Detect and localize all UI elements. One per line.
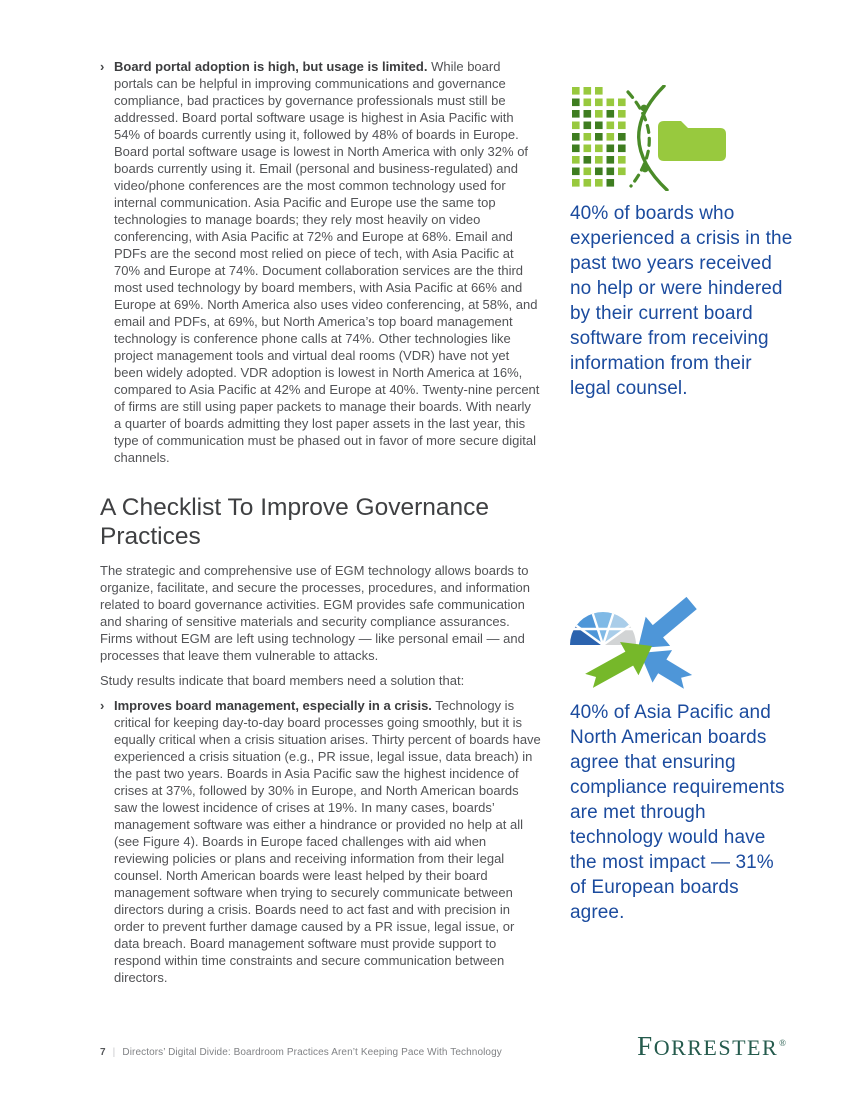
globe-arrows-icon: [570, 596, 698, 690]
callout-crisis: [570, 85, 794, 401]
page-footer: [100, 1033, 786, 1060]
forrester-logo: [637, 1033, 786, 1060]
bullet-improves-board-management: [100, 697, 541, 986]
bullet-board-portal: [100, 58, 541, 466]
section-heading: A Checklist To Improve Governance Practices: [100, 494, 490, 550]
bullet-marker: ›: [100, 698, 105, 713]
footer-separator: |: [112, 1047, 116, 1058]
bullet-board-portal-text: [114, 58, 541, 466]
page-number: 7: [100, 1047, 106, 1058]
registered-trademark-symbol: ®: [779, 1038, 786, 1048]
bullet-marker: ›: [100, 59, 105, 74]
forrester-logo-wordmark: FORRESTER: [637, 1031, 779, 1061]
bullet-improves-text: [114, 697, 541, 986]
callout-compliance: [570, 596, 794, 925]
data-grid-folder-icon: [570, 85, 728, 191]
main-text-column: [100, 58, 541, 994]
pullquote-crisis: 40% of boards who experienced a crisis in the past two years received no help or were hindered by their current board software from receiving information from their legal counsel.: [570, 203, 793, 399]
intro-paragraph: The strategic and comprehensive use of EGM technology allows boards to organize, facilitate, and secure the processes, procedures, and information related to board governance activities. EGM provides safe communication and sharing of sensitive materials and security compliance assurances. Firms without EGM are left using technology — like personal email — and processes that leave them vulnerable to attacks.: [100, 563, 530, 663]
bullet-body-text: Technology is critical for keeping day-to-day board processes going smoothly, but it is equally critical when a crisis situation arises. Thirty percent of boards have experienced a crisis situation (e.g., PR issue, legal issue, data breach) in the past two years. Boards in Asia Pacific saw the highest incidence of crises at 37%, followed by 30% in Europe, and North American boards saw the lowest incidence of crises at 19%. In many cases, boards’ management software was either a hindrance or provided no help at all (see Figure 4). Boards in Europe faced challenges with aid when reviewing policies or plans and receiving information from their legal counsel. North American boards were least helped by their board management software when trying to securely communicate between directors during a crisis. Boards need to act fast and with precision in order to prevent further damage caused by a PR issue, legal issue, or data breach. Board management software must provide support to respond within time constraints and secure communication between directors.: [114, 698, 541, 985]
bullet-lead-text: Improves board management, especially in a crisis.: [114, 698, 432, 713]
bullet-lead-text: Board portal adoption is high, but usage is limited.: [114, 59, 428, 74]
study-results-line: Study results indicate that board members need a solution that:: [100, 673, 465, 688]
pullquote-compliance: 40% of Asia Pacific and North American boards agree that ensuring compliance requirements are met through technology would have the most impact — 31% of European boards agree.: [570, 702, 785, 923]
bullet-body-text: While board portals can be helpful in improving communications and governance compliance, bad practices by governance professionals must still be addressed. Board portal software usage is highest in Asia Pacific with 54% of boards currently using it, followed by 48% of boards in Europe. Board portal software usage is lowest in North America with only 32% of boards currently using it. Email (personal and business-regulated) and video/phone conferences are the most common technology used for internal communication. Asia Pacific and Europe use the same top technologies to manage boards; they rely most heavily on video conferencing, with Asia Pacific at 72% and Europe at 68%. Email and PDFs are the second most relied on piece of tech, with Asia Pacific at 70% and Europe at 74%. Document collaboration services are the third most used technology by board members, with Asia Pacific at 66% and Europe at 69%. North America also uses video conferencing, at 58%, and email and PDFs, at 69%, but North America’s top board management technology is conference phone calls at 74%. Other technologies like project management tools and virtual deal rooms (VDR) have not yet been widely adopted. VDR adoption is lowest in North America at 16%, compared to Asia Pacific at 42% and Europe at 40%. Twenty-nine percent of firms are still using paper packets to manage their boards. With nearly a quarter of boards admitting they lost paper assets in the last year, this type of communication must be phased out in favor of more secure digital channels.: [114, 59, 540, 465]
footer-report-title: Directors’ Digital Divide: Boardroom Practices Aren’t Keeping Pace With Technology: [122, 1047, 502, 1058]
